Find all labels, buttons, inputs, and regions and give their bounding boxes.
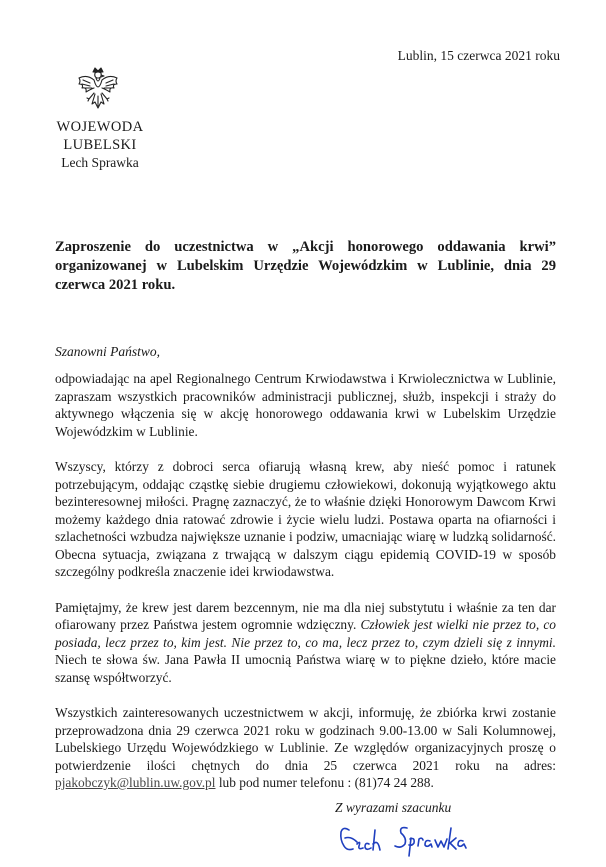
paragraph-3-start: Pamiętajmy, że krew jest darem bezcennym, nie ma dla niej substytutu i właśnie za ten dar ofiarowany przez Państwa jestem ogromnie wdzięczny. bbox=[55, 599, 556, 632]
letter-subject: Zaproszenie do uczestnictwa w „Akcji honorowego oddawania krwi” organizowanej w Lubelskim Urzędzie Wojewódzkim w Lublinie, dnia 29 czerwca 2021 roku. bbox=[55, 239, 556, 293]
paragraph-4 bbox=[55, 704, 556, 792]
handwritten-signature bbox=[335, 816, 485, 862]
authority-block bbox=[20, 118, 180, 172]
paragraph-1: odpowiadając na apel Regionalnego Centrum Krwiodawstwa i Krwiolecznictwa w Lublinie, zapraszam wszystkich pracowników administracji publicznej, służb, inspekcji i straży do aktywnego włączenia się w akcję honorowego oddawania krwi w Lubelskim Urzędzie Wojewódzkim w Lublinie. bbox=[55, 371, 556, 439]
letter-date: Lublin, 15 czerwca 2021 roku bbox=[397, 48, 560, 63]
paragraph-2: Wszyscy, którzy z dobroci serca ofiarują własną krew, aby nieść pomoc i ratunek potrzebującym, oddając cząstkę siebie drugiemu człowiekowi, dokonują wyjątkowego aktu bezinteresownej miłości. Pragnę zaznaczyć, że to właśnie dzięki Honorowym Dawcom Krwi możemy każdego dnia ratować zdrowie i życie wielu ludzi. Postawa oparta na ofiarności i szlachetności wzbudza największe uznanie i podziw, umacniając wiarę w ludzką solidarność. Obecna sytuacja, związana z trwającą w dalszym ciągu epidemią COVID-19 w sposób szczególny podkreśla znaczenie idei krwiodawstwa. bbox=[55, 459, 556, 579]
paragraph-4-end: lub pod numer telefonu : (81)74 24 288. bbox=[215, 775, 434, 790]
letter-body bbox=[55, 370, 556, 810]
authority-name: Lech Sprawka bbox=[61, 155, 139, 170]
paragraph-3-end: Niech te słowa św. Jana Pawła II umocnią Państwa wiarę w to piękne dzieło, które macie szansę współtworzyć. bbox=[55, 652, 556, 685]
closing-phrase: Z wyrazami szacunku bbox=[335, 800, 452, 815]
paragraph-3 bbox=[55, 599, 556, 687]
authority-title: WOJEWODA LUBELSKI bbox=[56, 119, 144, 153]
paragraph-4-start: Wszystkich zainteresowanych uczestnictwem w akcji, informuję, że zbiórka krwi zostanie przeprowadzona dnia 29 czerwca 2021 roku w godzinach 9.00-13.00 w Sali Kolumnowej, Lubelskiego Urzędu Wojewódzkiego w Lublinie. Ze względów organizacyjnych proszę o potwierdzenie ilości chętnych do dnia 25 czerwca 2021 roku na adres: bbox=[55, 705, 556, 773]
white-eagle-emblem-icon bbox=[75, 66, 121, 116]
salutation: Szanowni Państwo, bbox=[55, 344, 161, 359]
contact-email-link[interactable]: pjakobczyk@lublin.uw.gov.pl bbox=[55, 775, 216, 790]
papal-quote: Człowiek jest wielki nie przez to, co posiada, lecz przez to, kim jest. Nie przez to, co ma, lecz przez to, czym dzieli się z innymi. bbox=[55, 617, 557, 650]
